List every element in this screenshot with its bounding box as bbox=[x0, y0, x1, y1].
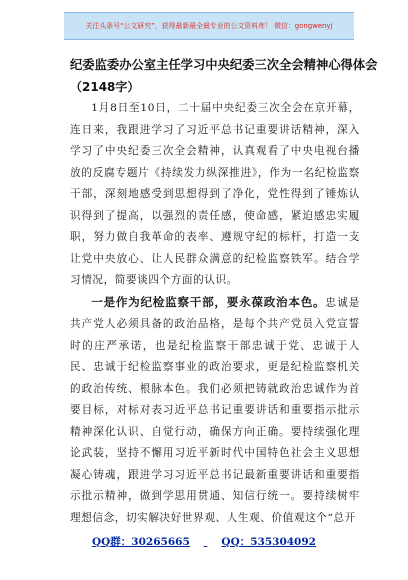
paragraph-intro: 1月8日至10日，二十届中央纪委三次全会在京开幕，连日来，我跟进学习了习近平总书记重要讲话精神，深入学习了中央纪委三次全会精神，认真观看了中央电视台播放的反腐专题片《持续发力纵深推进》，作为一名纪检监察干部，深刻地感受到思想得到了净化，党性得到了锤炼认识得到了提高，以强烈的责任感，使命感，紧迫感忠实履职，努力做自我革命的表率、遵规守纪的标杆，打造一支让党中央放心、让人民群众满意的纪检监察铁军。结合学习情况，简要谈四个方面的认识。 bbox=[70, 102, 360, 286]
document-body bbox=[70, 98, 360, 529]
word-count: （2148字） bbox=[70, 80, 140, 94]
paragraph-section-1 bbox=[70, 292, 360, 530]
qq-link[interactable]: QQ：535304092 bbox=[221, 536, 316, 548]
promo-banner bbox=[64, 12, 354, 40]
qq-group-link[interactable]: QQ群：30265665 bbox=[92, 536, 190, 548]
contact-footer bbox=[0, 534, 408, 549]
section-text: 忠诚是共产党人必须具备的政治品格，是每个共产党员入党宣誓时的庄严承诺，也是纪检监察干部忠诚于党、忠诚于人民、忠诚于纪检监察事业的政治要求，更是纪检监察机关的政治传统、根脉本色。我们必须把铸就政治忠诚作为首要目标，对标对表习近平总书记重要讲话和重要指示批示精神深化认识、自觉行动，确保方向正确。要持续强化理论武装，坚持不懈用习近平新时代中国特色社会主义思想凝心铸魂，跟进学习习近平总书记最新重要讲话和重要指示批示精神，做到学思用贯通、知信行统一。要持续树牢理想信念，切实解决好世界观、人生观、价值观这个“总开 bbox=[70, 296, 360, 524]
document-title: 纪委监委办公室主任学习中央纪委三次全会精神心得体会 bbox=[70, 58, 378, 72]
promo-banner-text: 关注头条号“公文研究”，获得最新最全最专业的公文资料库！ 微信：gongwenyj bbox=[85, 22, 333, 30]
section-heading: 一是作为纪检监察干部，要永葆政治本色。 bbox=[91, 294, 326, 309]
